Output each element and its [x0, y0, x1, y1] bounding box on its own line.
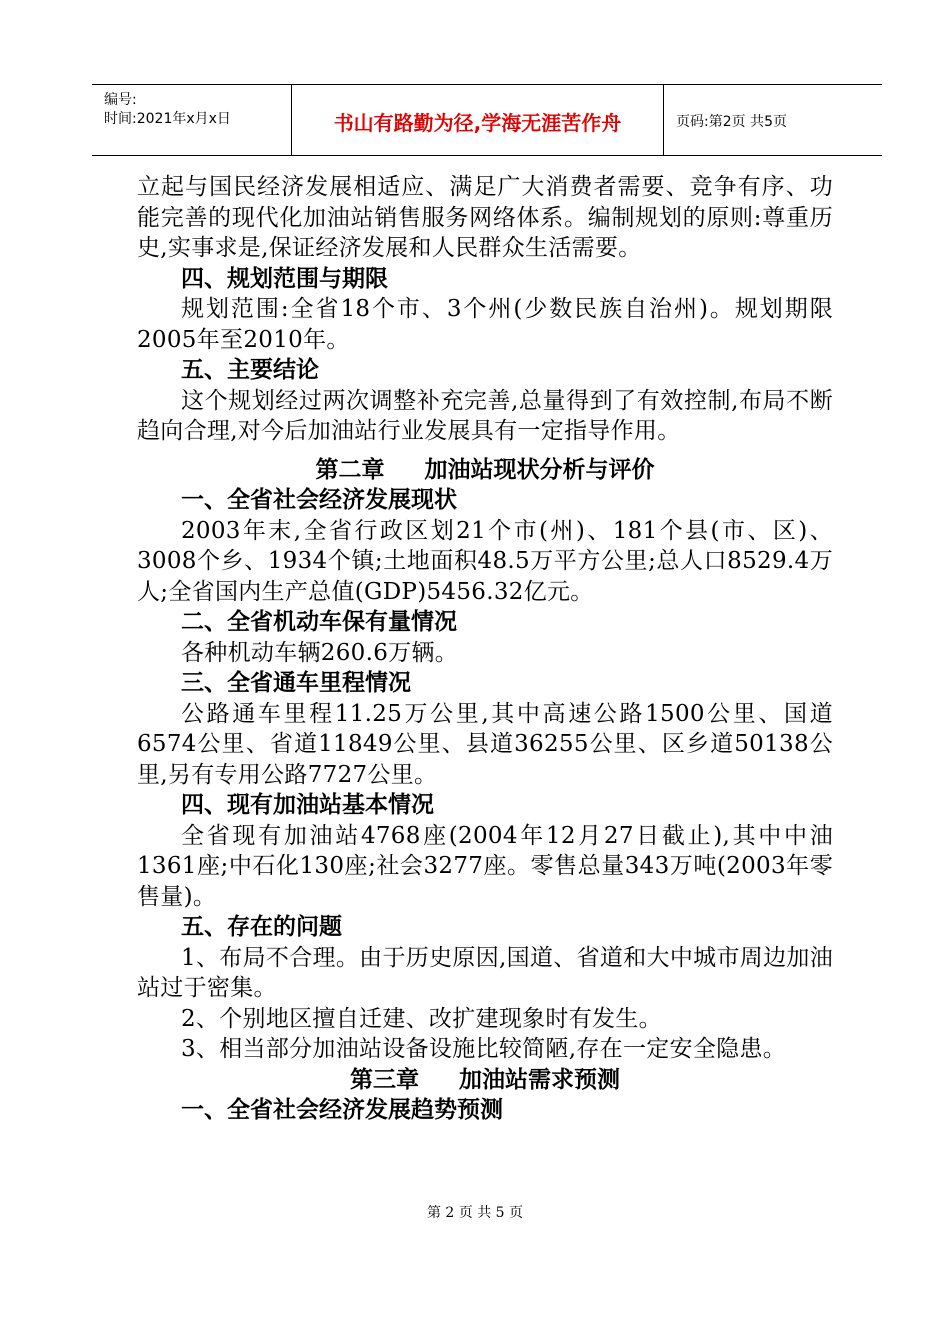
chapter-2-title — [137, 455, 833, 486]
heading-roads: 三、全省通车里程情况 — [181, 670, 411, 696]
document-time-label: 时间:2021年x月x日 — [104, 111, 231, 127]
page-footer: 第 2 页 共 5 页 — [426, 1205, 524, 1221]
document-body — [137, 172, 833, 1126]
paragraph-scope: 规划范围:全省18个市、3个州(少数民族自治州)。规划期限2005年至2010年。 — [137, 296, 833, 353]
chapter-2-name: 加油站现状分析与评价 — [424, 456, 655, 483]
chapter-3-name: 加油站需求预测 — [459, 1066, 620, 1093]
heading-econ-status: 一、全省社会经济发展现状 — [181, 487, 457, 513]
paragraph-conclusion: 这个规划经过两次调整补充完善,总量得到了有效控制,布局不断趋向合理,对今后加油站行业发展具有一定指导作用。 — [137, 387, 833, 444]
header-meta — [92, 85, 292, 155]
heading-scope: 四、规划范围与期限 — [181, 265, 388, 292]
chapter-2-number: 第二章 — [315, 456, 385, 483]
paragraph-problem-2: 2、个别地区擅自迁建、改扩建现象时有发生。 — [181, 1005, 662, 1032]
heading-problems: 五、存在的问题 — [181, 914, 342, 940]
paragraph-stations: 全省现有加油站4768座(2004年12月27日截止),其中中油1361座;中石化130座;社会3277座。零售总量343万吨(2003年零售量)。 — [137, 822, 833, 910]
paragraph-problem-1: 1、布局不合理。由于历史原因,国道、省道和大中城市周边加油站过于密集。 — [137, 944, 833, 1001]
paragraph-econ-status: 2003年末,全省行政区划21个市(州)、181个县(市、区)、3008个乡、1934个镇;土地面积48.5万平方公里;总人口8529.4万人;全省国内生产总值(GDP)5456.32亿元。 — [137, 517, 833, 605]
paragraph-roads: 公路通车里程11.25万公里,其中高速公路1500公里、国道6574公里、省道11849公里、县道36255公里、区乡道50138公里,另有专用公路7727公里。 — [137, 700, 833, 788]
heading-stations: 四、现有加油站基本情况 — [181, 792, 434, 818]
paragraph-intro: 立起与国民经济发展相适应、满足广大消费者需要、竞争有序、功能完善的现代化加油站销售服务网络体系。编制规划的原则:尊重历史,实事求是,保证经济发展和人民群众生活需要。 — [137, 174, 833, 261]
chapter-3-number: 第三章 — [350, 1066, 419, 1093]
heading-econ-trend: 一、全省社会经济发展趋势预测 — [181, 1097, 503, 1123]
heading-conclusion: 五、主要结论 — [181, 357, 319, 383]
header-motto: 书山有路勤为径,学海无涯苦作舟 — [292, 85, 664, 155]
page-header — [92, 84, 882, 156]
chapter-3-title — [137, 1065, 833, 1096]
paragraph-problem-3: 3、相当部分加油站设备设施比较简陋,存在一定安全隐患。 — [181, 1036, 787, 1062]
paragraph-vehicles: 各种机动车辆260.6万辆。 — [181, 639, 459, 666]
heading-vehicles: 二、全省机动车保有量情况 — [181, 609, 457, 635]
header-page-number: 页码:第2页 共5页 — [676, 114, 787, 130]
document-number-label: 编号: — [104, 92, 137, 108]
